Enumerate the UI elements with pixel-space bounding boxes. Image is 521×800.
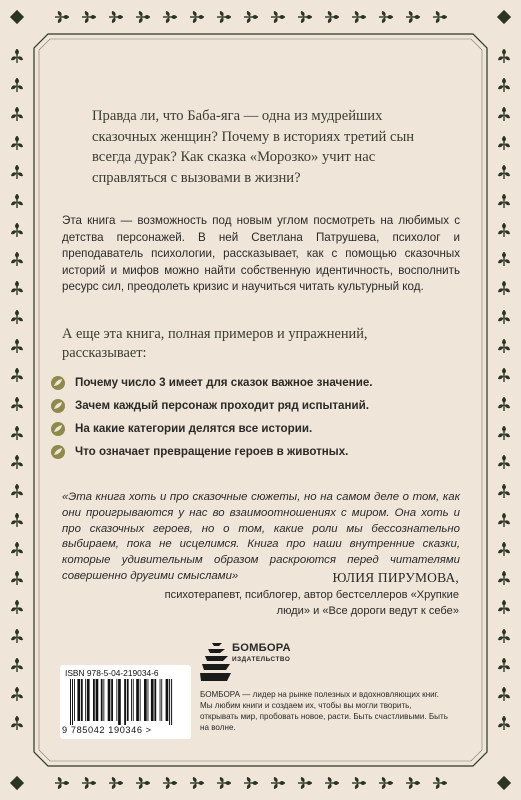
leaf-bullet-icon: [50, 444, 66, 460]
list-item: [50, 440, 373, 463]
barcode-icon: [64, 679, 187, 725]
list-item-text: Что означает превращение героев в животных.: [75, 445, 349, 458]
list-item-text: Почему число 3 имеет для сказок важное значение.: [75, 376, 373, 389]
publisher-description: БОМБОРА — лидер на рынке полезных и вдохновляющих книг. Мы любим книги и создаем их, чтобы вы могли творить, открывать мир, пробовать новое, расти. Быть счастливыми. Быть на волне.: [200, 690, 448, 733]
quote-author-role: психотерапевт, псиблогер, автор бестселлеров «Хрупкие люди» и «Все дороги ведут к себе»: [164, 589, 459, 617]
lead-question: Правда ли, что Баба-яга — одна из мудрейших сказочных женщин? Почему в историях третий сын всегда дурак? Как сказка «Морозко» учит нас справляться с вызовами в жизни?: [92, 108, 415, 186]
publisher-name: БОМБОРА: [232, 642, 291, 654]
leaf-bullet-icon: [50, 421, 66, 437]
leaf-bullet-icon: [50, 375, 66, 391]
list-heading: А еще эта книга, полная примеров и упражнений, рассказывает:: [62, 326, 368, 361]
list-item: [50, 394, 373, 417]
barcode-panel: [60, 665, 191, 739]
feature-list: [50, 371, 373, 463]
intro-paragraph: Эта книга — возможность под новым углом посмотреть на любимых с детства персонажей. В ней Светлана Патрушева, психолог и преподаватель психологии, рассказывает, как с помощью сказочных историй и мифов можно найти собственную идентичность, восполнить ресурс сил, преодолеть кризис и научиться читать культурный код.: [62, 214, 460, 294]
barcode-digits: 9 785042 190346 >: [62, 725, 152, 735]
list-item: [50, 417, 373, 440]
leaf-bullet-icon: [50, 398, 66, 414]
isbn-label: ISBN 978-5-04-219034-6: [65, 668, 159, 678]
list-item-text: Зачем каждый персонаж проходит ряд испытаний.: [75, 399, 369, 412]
list-item: [50, 371, 373, 394]
publisher-subtitle: ИЗДАТЕЛЬСТВО: [232, 656, 291, 663]
quote-author-name: ЮЛИЯ ПИРУМОВА,: [332, 570, 459, 585]
blurb-quote: «Эта книга хоть и про сказочные сюжеты, но на самом деле о том, как они проигрываются у нас во взаимоотношениях с миром. Она хоть и про сказочных героев, но о том, какие роли мы бессознательно выбираем, пока не исцелимся. Книга про наши внутренние сказки, которые удивительным образом раскроются перед читателями совершенно другими смыслами»: [62, 491, 460, 582]
list-item-text: На какие категории делятся все истории.: [75, 422, 313, 435]
